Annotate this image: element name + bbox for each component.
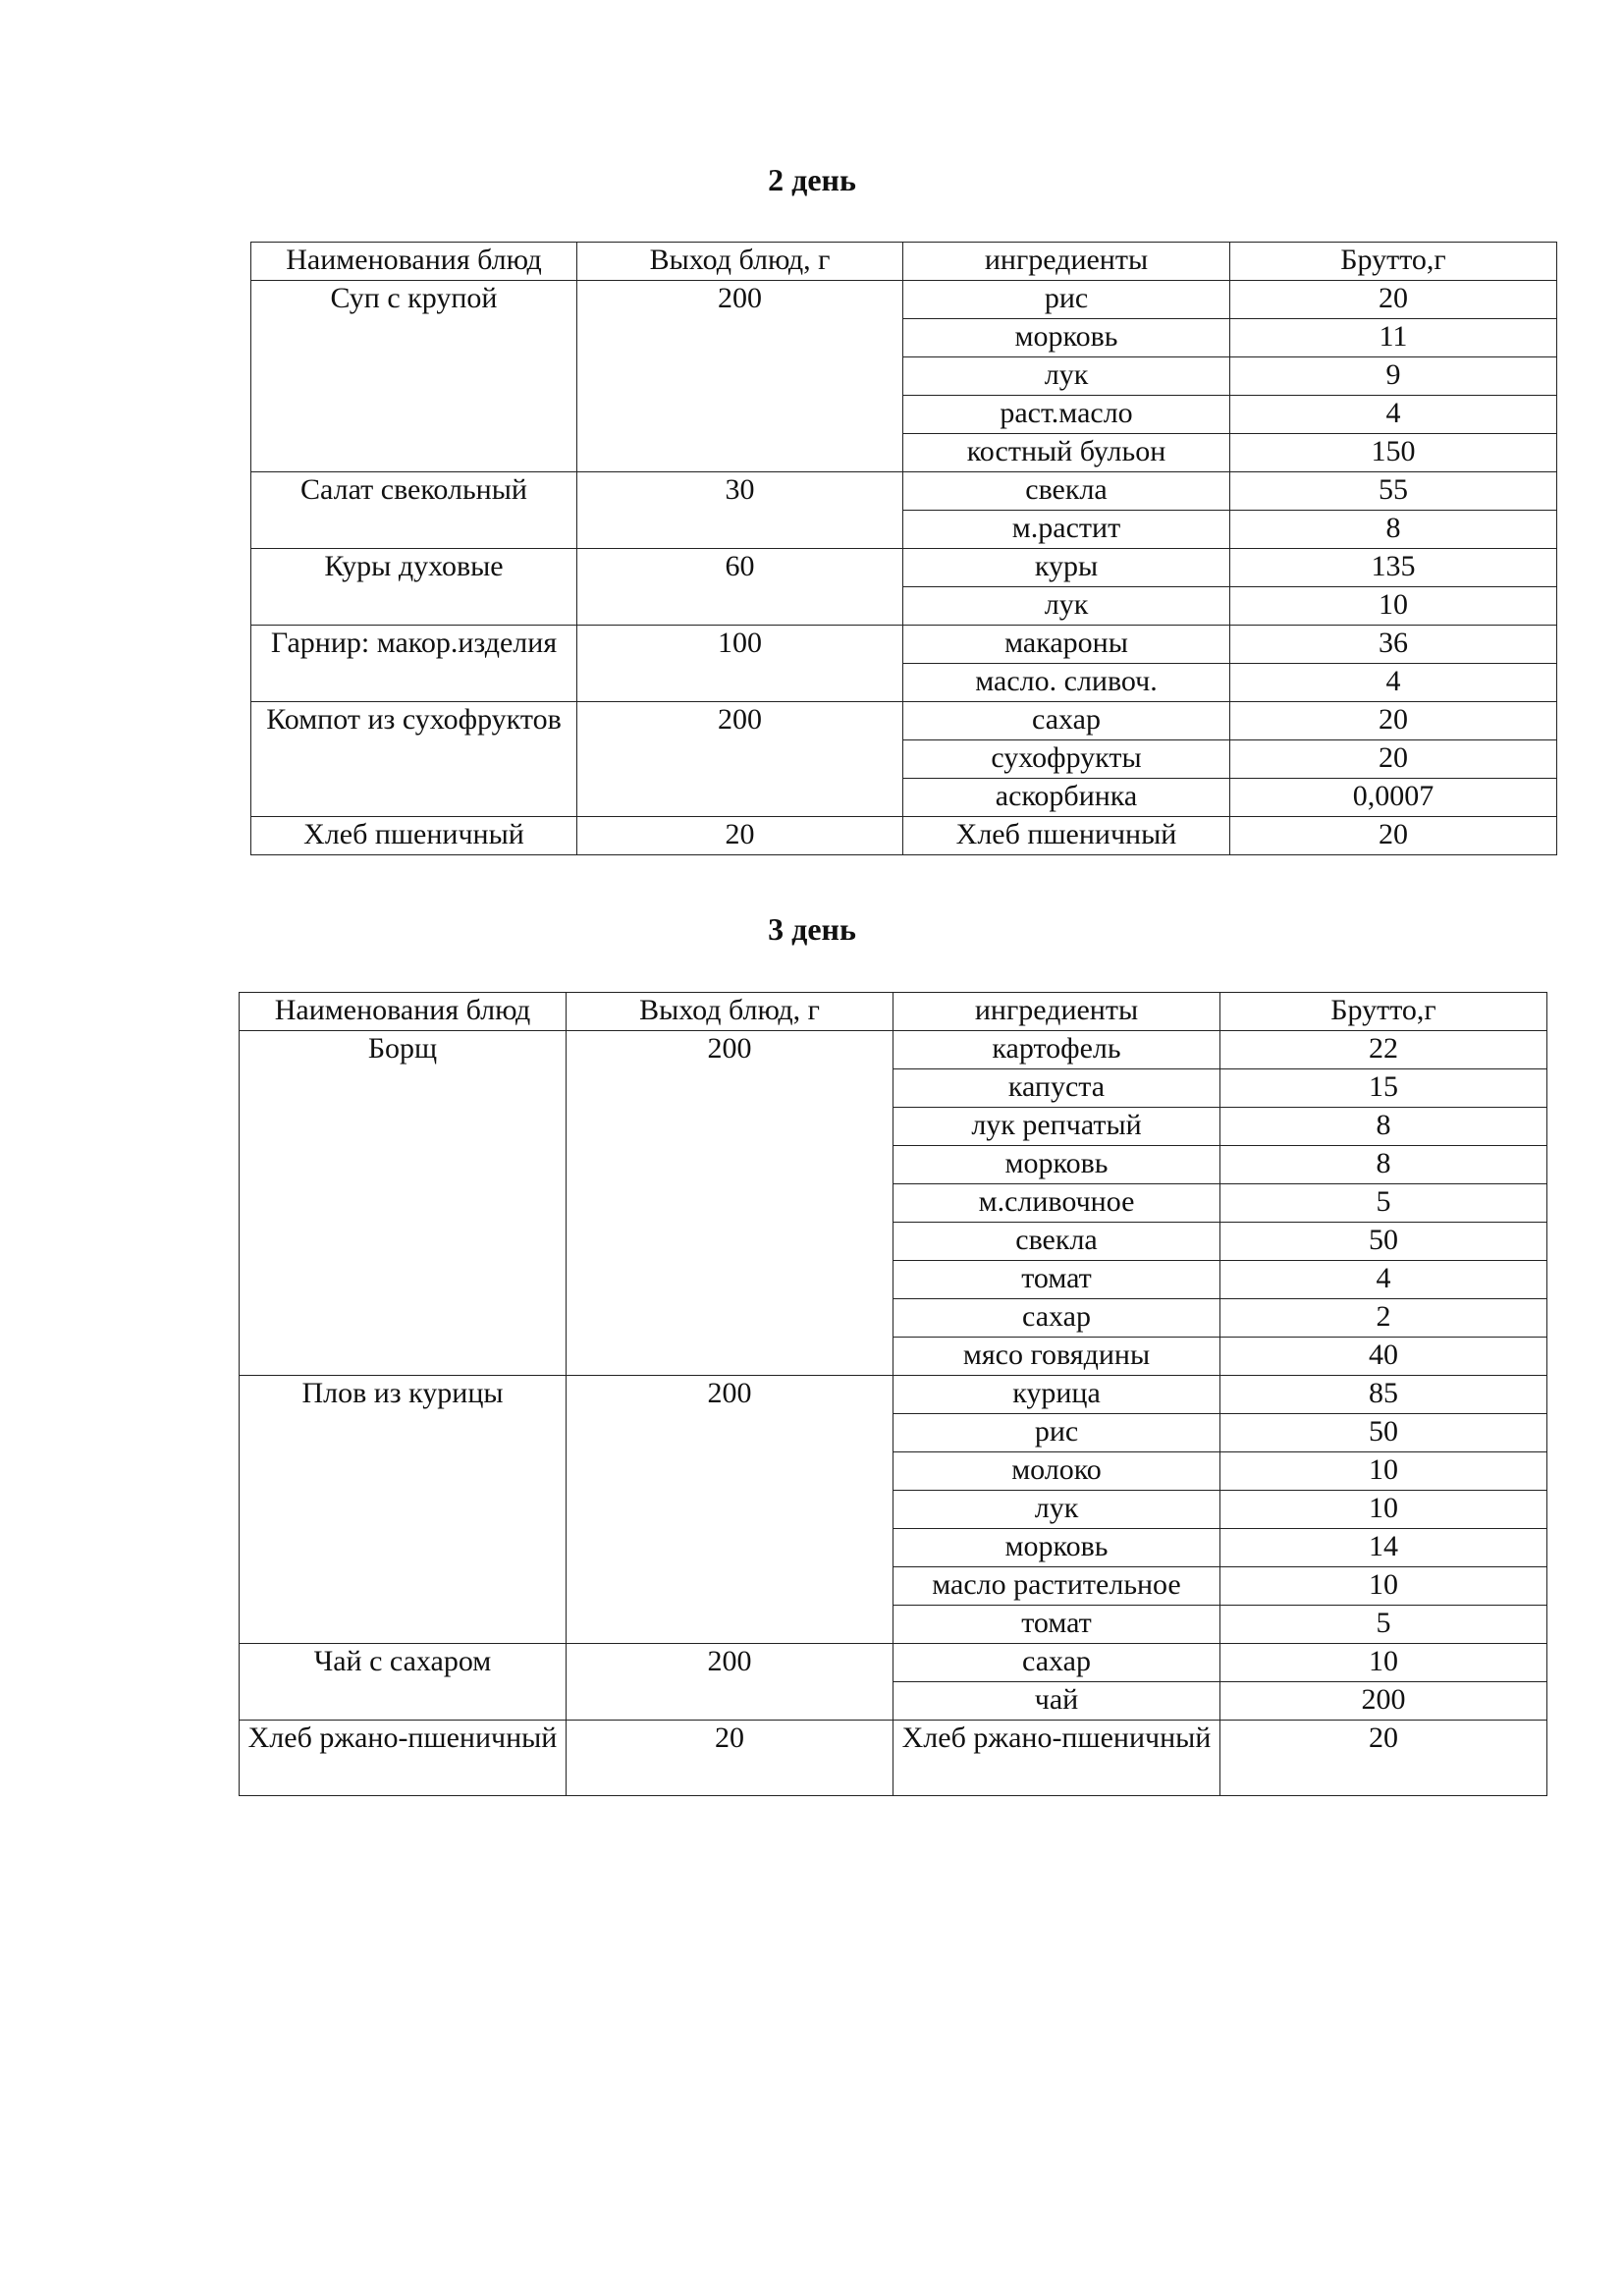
ingredient-name: куры	[903, 549, 1230, 587]
ingredient-gross: 5	[1220, 1184, 1547, 1223]
dish-name: Хлеб пшеничный	[251, 817, 577, 855]
ingredient-gross: 5	[1220, 1606, 1547, 1644]
ingredient-gross: 55	[1230, 472, 1557, 511]
ingredient-name: рис	[903, 281, 1230, 319]
ingredient-gross: 4	[1230, 396, 1557, 434]
ingredient-name: морковь	[893, 1146, 1220, 1184]
ingredient-name: морковь	[903, 319, 1230, 357]
ingredient-name: курица	[893, 1376, 1220, 1414]
table-row	[240, 1721, 1547, 1796]
table-row	[251, 281, 1557, 319]
ingredient-gross: 11	[1230, 319, 1557, 357]
dish-name: Куры духовые	[251, 549, 577, 626]
column-header: Брутто,г	[1230, 243, 1557, 281]
ingredient-name: Хлеб ржано-пшеничный	[893, 1721, 1220, 1796]
dish-name: Борщ	[240, 1031, 567, 1376]
ingredient-gross: 8	[1230, 511, 1557, 549]
column-header: ингредиенты	[903, 243, 1230, 281]
column-header: Брутто,г	[1220, 993, 1547, 1031]
ingredient-name: свекла	[893, 1223, 1220, 1261]
header-row	[240, 993, 1547, 1031]
ingredient-gross: 20	[1220, 1721, 1547, 1796]
ingredient-gross: 40	[1220, 1338, 1547, 1376]
ingredient-gross: 0,0007	[1230, 779, 1557, 817]
ingredient-name: лук	[893, 1491, 1220, 1529]
day-3-title: 3 день	[768, 911, 856, 947]
ingredient-name: лук	[903, 587, 1230, 626]
ingredient-gross: 4	[1230, 664, 1557, 702]
ingredient-gross: 10	[1220, 1452, 1547, 1491]
day-2-title: 2 день	[768, 162, 856, 197]
day-2-menu-table	[250, 242, 1557, 855]
ingredient-gross: 200	[1220, 1682, 1547, 1721]
ingredient-gross: 15	[1220, 1069, 1547, 1108]
day-3-table-body	[240, 993, 1547, 1796]
ingredient-gross: 20	[1230, 817, 1557, 855]
dish-name: Хлеб ржано-пшеничный	[240, 1721, 567, 1796]
dish-yield: 200	[567, 1644, 893, 1721]
ingredient-name: сахар	[903, 702, 1230, 740]
column-header: Выход блюд, г	[577, 243, 903, 281]
dish-yield: 20	[567, 1721, 893, 1796]
dish-name: Компот из сухофруктов	[251, 702, 577, 817]
column-header: Наименования блюд	[251, 243, 577, 281]
ingredient-name: аскорбинка	[903, 779, 1230, 817]
ingredient-gross: 10	[1220, 1567, 1547, 1606]
ingredient-gross: 8	[1220, 1146, 1547, 1184]
ingredient-name: м.сливочное	[893, 1184, 1220, 1223]
table-row	[240, 1031, 1547, 1069]
ingredient-name: раст.масло	[903, 396, 1230, 434]
ingredient-name: костный бульон	[903, 434, 1230, 472]
column-header: Выход блюд, г	[567, 993, 893, 1031]
ingredient-gross: 150	[1230, 434, 1557, 472]
ingredient-name: молоко	[893, 1452, 1220, 1491]
ingredient-name: м.растит	[903, 511, 1230, 549]
ingredient-gross: 135	[1230, 549, 1557, 587]
ingredient-name: свекла	[903, 472, 1230, 511]
ingredient-name: лук репчатый	[893, 1108, 1220, 1146]
ingredient-name: Хлеб пшеничный	[903, 817, 1230, 855]
dish-name: Плов из курицы	[240, 1376, 567, 1644]
table-row	[240, 1644, 1547, 1682]
header-row	[251, 243, 1557, 281]
ingredient-name: томат	[893, 1261, 1220, 1299]
ingredient-gross: 2	[1220, 1299, 1547, 1338]
ingredient-gross: 22	[1220, 1031, 1547, 1069]
dish-yield: 200	[577, 281, 903, 472]
ingredient-gross: 9	[1230, 357, 1557, 396]
ingredient-name: рис	[893, 1414, 1220, 1452]
ingredient-name: макароны	[903, 626, 1230, 664]
ingredient-name: сахар	[893, 1299, 1220, 1338]
dish-yield: 200	[567, 1376, 893, 1644]
ingredient-gross: 8	[1220, 1108, 1547, 1146]
ingredient-gross: 4	[1220, 1261, 1547, 1299]
dish-name: Суп с крупой	[251, 281, 577, 472]
ingredient-gross: 20	[1230, 740, 1557, 779]
ingredient-name: капуста	[893, 1069, 1220, 1108]
dish-yield: 20	[577, 817, 903, 855]
ingredient-gross: 10	[1220, 1644, 1547, 1682]
day-3-menu-table	[239, 992, 1547, 1796]
table-row	[251, 702, 1557, 740]
ingredient-gross: 50	[1220, 1223, 1547, 1261]
ingredient-name: сахар	[893, 1644, 1220, 1682]
ingredient-name: чай	[893, 1682, 1220, 1721]
ingredient-name: томат	[893, 1606, 1220, 1644]
table-row	[251, 472, 1557, 511]
ingredient-name: масло. сливоч.	[903, 664, 1230, 702]
ingredient-gross: 50	[1220, 1414, 1547, 1452]
dish-name: Гарнир: макор.изделия	[251, 626, 577, 702]
ingredient-gross: 10	[1230, 587, 1557, 626]
ingredient-gross: 20	[1230, 702, 1557, 740]
ingredient-gross: 85	[1220, 1376, 1547, 1414]
column-header: ингредиенты	[893, 993, 1220, 1031]
dish-name: Чай с сахаром	[240, 1644, 567, 1721]
table-row	[240, 1376, 1547, 1414]
table-row	[251, 549, 1557, 587]
day-2-table-body	[251, 243, 1557, 855]
dish-yield: 100	[577, 626, 903, 702]
dish-yield: 30	[577, 472, 903, 549]
dish-name: Салат свекольный	[251, 472, 577, 549]
dish-yield: 60	[577, 549, 903, 626]
dish-yield: 200	[567, 1031, 893, 1376]
ingredient-gross: 36	[1230, 626, 1557, 664]
ingredient-gross: 10	[1220, 1491, 1547, 1529]
table-row	[251, 626, 1557, 664]
ingredient-name: картофель	[893, 1031, 1220, 1069]
table-row	[251, 817, 1557, 855]
ingredient-name: морковь	[893, 1529, 1220, 1567]
ingredient-gross: 14	[1220, 1529, 1547, 1567]
ingredient-name: масло растительное	[893, 1567, 1220, 1606]
ingredient-name: мясо говядины	[893, 1338, 1220, 1376]
ingredient-gross: 20	[1230, 281, 1557, 319]
ingredient-name: лук	[903, 357, 1230, 396]
column-header: Наименования блюд	[240, 993, 567, 1031]
ingredient-name: сухофрукты	[903, 740, 1230, 779]
dish-yield: 200	[577, 702, 903, 817]
